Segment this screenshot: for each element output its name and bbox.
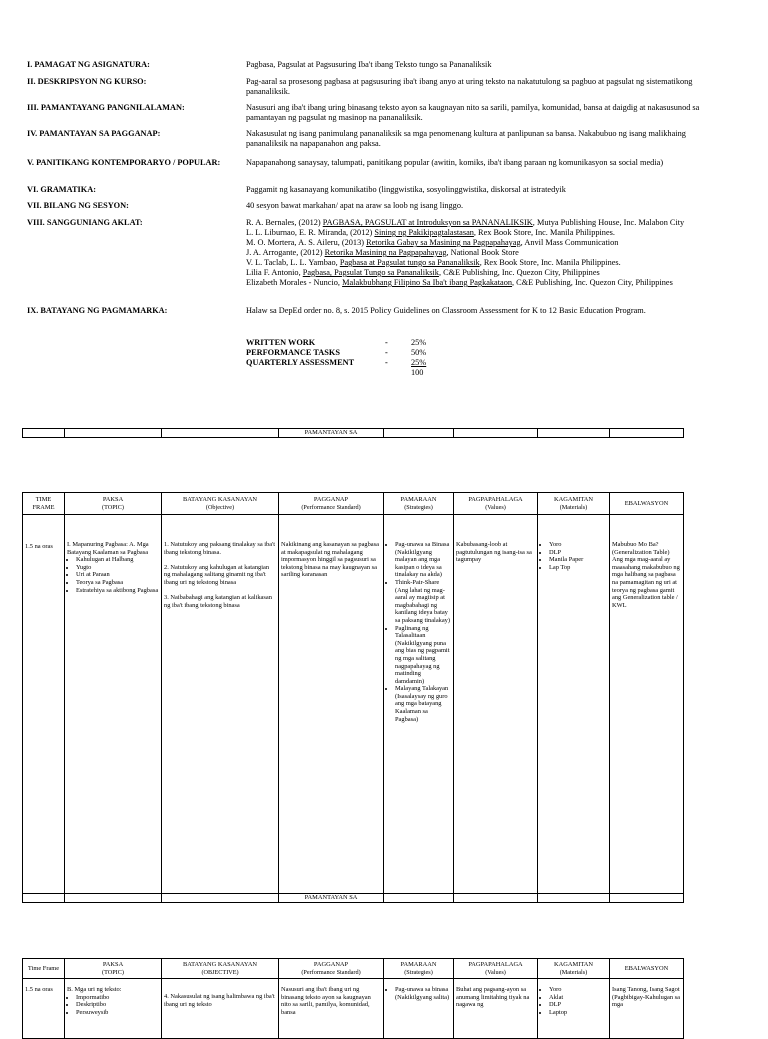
info-value: Napapanahong sanaysay, talumpati, panitikang popular (awitin, komiks, iba't ibang paraan ng komunikasyon sa social media) <box>246 158 664 167</box>
objectives-cell: 1. Natutukoy ang paksang tinalakay sa iba't ibang tekstong binasa. 2. Natutukoy ang kahulugan at katangian ng mahalagang salitang ginamit ng iba't ibang uri ng tekstong binasa 3. Naibabahagi ang katangian at kalikasan ng iba't ibang tekstong binasa <box>162 515 279 894</box>
values-cell: Buhat ang pagsang-ayon sa anumang limitahing tiyak na nagawa ng <box>454 979 538 1039</box>
col-header: PAKSA (TOPIC) <box>65 959 162 979</box>
col-header: PAMARAAN (Strategies) <box>384 493 454 515</box>
col-header: BATAYANG KASANAYAN (OBJECTIVE) <box>162 959 279 979</box>
values-cell: Kabubasang-loob at pagtutulungan ng isang-isa sa tagumpay <box>454 515 538 894</box>
lesson-table-2 <box>22 958 684 1039</box>
info-label: V. PANITIKANG KONTEMPORARYO / POPULAR: <box>27 158 221 167</box>
table-header-row <box>23 493 684 515</box>
reference-list <box>246 218 721 288</box>
col-header: PAGPAPAHALAGA (Values) <box>454 959 538 979</box>
performance-cell: Nasusuri ang iba't ibang uri ng binasang teksto ayon sa kaugnayan nito sa sarili, pamilya, komunidad, bansa <box>279 979 384 1039</box>
time-frame-cell: 1.5 na oras <box>23 979 65 1039</box>
col-header: KAGAMITAN (Materials) <box>538 959 610 979</box>
info-value: Nakasusulat ng isang panimulang pananaliksik sa mga penomenang kultura at panlipunan sa bansa. Nakabubuo ng isang malikhaing pananaliksik na napapanahon ang paksa. <box>246 129 686 148</box>
materials-cell: • Yoro • Aklat • DLP • Laptop <box>538 979 610 1039</box>
info-label: IX. BATAYANG NG PAGMAMARKA: <box>27 306 168 315</box>
reference-item: J. A. Arrogante, (2012) Retorika Masining na Pagpapahayag, National Book Store <box>246 248 519 257</box>
strategies-cell: • Pag-unawa sa binasa (Nakikilgyang salita) <box>384 979 454 1039</box>
col-header: TIME FRAME <box>23 493 65 515</box>
table-row <box>23 515 684 894</box>
reference-item: V. L. Taclab, L. L. Yambao, Pagbasa at Pagsulat tungo sa Pananaliksik, Rex Book Store, Inc. Manila Philippines. <box>246 258 621 267</box>
info-value: Halaw sa DepEd order no. 8, s. 2015 Policy Guidelines on Classroom Assessment for K to 12 Basic Education Program. <box>246 306 646 315</box>
col-header: EBALWASYON <box>610 493 684 515</box>
info-label: II. DESKRIPSYON NG KURSO: <box>27 77 147 86</box>
col-header: KAGAMITAN (Materials) <box>538 493 610 515</box>
table-row <box>23 979 684 1039</box>
reference-item: R. A. Bernales, (2012) PAGBASA, PAGSULAT at Introduksyon sa PANANALIKSIK, Mutya Publishing House, Inc. Malabon City <box>246 218 685 227</box>
pamantayan-label: PAMANTAYAN SA <box>279 429 384 438</box>
topic-cell: B. Mga uri ng teksto: • Impormatibo • Deskriptibo • Persuweysib <box>65 979 162 1039</box>
info-value: Pag-aaral sa prosesong pagbasa at pagsusuring iba't ibang anyo at uring teksto na nakatutulong sa pagbuo at pagsulat ng sistematikong pananaliksik. <box>246 77 693 96</box>
info-label: III. PAMANTAYANG PANGNILALAMAN: <box>27 103 185 112</box>
col-header: PAKSA (TOPIC) <box>65 493 162 515</box>
header-strip <box>22 428 684 438</box>
reference-item: L. L. Liburnao, E. R. Miranda, (2012) Sining ng Pakikipagtalastasan, Rex Book Store, Inc. Manila Philippines. <box>246 228 615 237</box>
performance-cell: Nakikinang ang kasanayan sa pagbasa at makapagsulat ng mahalagang impormasyon hinggil sa pagsusuri sa tekstong binasa na may kaugnayan sa sariling karanasan <box>279 515 384 894</box>
col-header: PAGGANAP (Performance Standard) <box>279 959 384 979</box>
col-header: PAGPAPAHALAGA (Values) <box>454 493 538 515</box>
info-label: I. PAMAGAT NG ASIGNATURA: <box>27 60 150 69</box>
info-value: Nasusuri ang iba't ibang uring binasang teksto ayon sa kaugnayan nito sa sarili, pamilya, komunidad, bansa at daigdig at nakasusunod sa pamantayan ng pagsulat ng masinop na pananaliksik. <box>246 103 700 122</box>
table-header-row <box>23 959 684 979</box>
reference-item: Lilia F. Antonio, Pagbasa, Pagsulat Tungo sa Pananaliksik, C&E Publishing, Inc. Quezon City, Philippines <box>246 268 600 277</box>
info-label: VII. BILANG NG SESYON: <box>27 201 129 210</box>
lesson-table-1 <box>22 492 684 903</box>
col-header: Time Frame <box>23 959 65 979</box>
time-frame-cell: 1.5 na oras <box>23 515 65 894</box>
reference-item: M. O. Mortera, A. S. Aileru, (2013) Retorika Gabay sa Masining na Pagpapahayag, Anvil Mass Communication <box>246 238 619 247</box>
strategies-cell: • Pag-unawa sa Binasa (Nakikilgyang malayan ang mga kasipan o ideya sa tinalakay na akda) • Think-Pair-Share (Ang lahat ng mag-aaral ay magiisip at magbabahagi ng kanilang ideya batay sa paksang tinalakay) • Paglinang ng Talasalitaan (Nakikilgyang puna ang bias ng pagpamit ng mga salitang nagpapahayag ng matinding damdamin) • Malayang Talakayan (Isasalaysay ng guro ang mga batayang Kaalaman sa Pagbasa) <box>384 515 454 894</box>
info-value: 40 sesyon bawat markahan/ apat na araw sa loob ng isang linggo. <box>246 201 464 210</box>
info-value: Paggamit ng kasanayang komunikatibo (linggwistika, sosyolinggwistika, diskorsal at istratedyik <box>246 185 566 194</box>
info-value: Pagbasa, Pagsulat at Pagsusuring Iba't ibang Teksto tungo sa Pananaliksik <box>246 60 492 69</box>
objectives-cell: 4. Nakasusulat ng isang halimbawa ng iba't ibang uri ng teksto <box>162 979 279 1039</box>
reference-item: Elizabeth Morales - Nuncio, Malakbubhang Filipino Sa Iba't ibang Pagkakataon, C&E Publishing, Inc. Quezon City, Philippines <box>246 278 673 287</box>
topic-cell: I. Mapanuring Pagbasa: A. Mga Batayang Kaalaman sa Pagbasa • Kahulugan at Halbang • Yugto • Uri at Paraan • Teorya sa Pagbasa • Estratehiya sa aktibong Pagbasa <box>65 515 162 894</box>
evaluation-cell: Isang Tanong, Isang Sagot (Pagbibigay-Kahulugan sa mga <box>610 979 684 1039</box>
col-header: PAGGANAP (Performance Standard) <box>279 493 384 515</box>
info-label: VIII. SANGGUNIANG AKLAT: <box>27 218 143 227</box>
info-label: IV. PAMANTAYAN SA PAGGANAP: <box>27 129 161 138</box>
col-header: BATAYANG KASANAYAN (Objective) <box>162 493 279 515</box>
info-label: VI. GRAMATIKA: <box>27 185 96 194</box>
materials-cell: • Yoro • DLP • Manila Paper • Lap Top <box>538 515 610 894</box>
table-footer-row <box>23 894 684 903</box>
pamantayan-label: PAMANTAYAN SA <box>279 894 384 903</box>
col-header: EBALWASYON <box>610 959 684 979</box>
evaluation-cell: Mabubuo Mo Ba? (Generalization Table) Ang mga mag-aaral ay maasahang makabubuo ng mga halibang sa pagbasa na pamamagitan ng uri at teorya ng pagbasa gamit ang Generalization table / KWL <box>610 515 684 894</box>
grading-total: 100 <box>411 368 424 377</box>
col-header: PAMARAAN (Strategies) <box>384 959 454 979</box>
